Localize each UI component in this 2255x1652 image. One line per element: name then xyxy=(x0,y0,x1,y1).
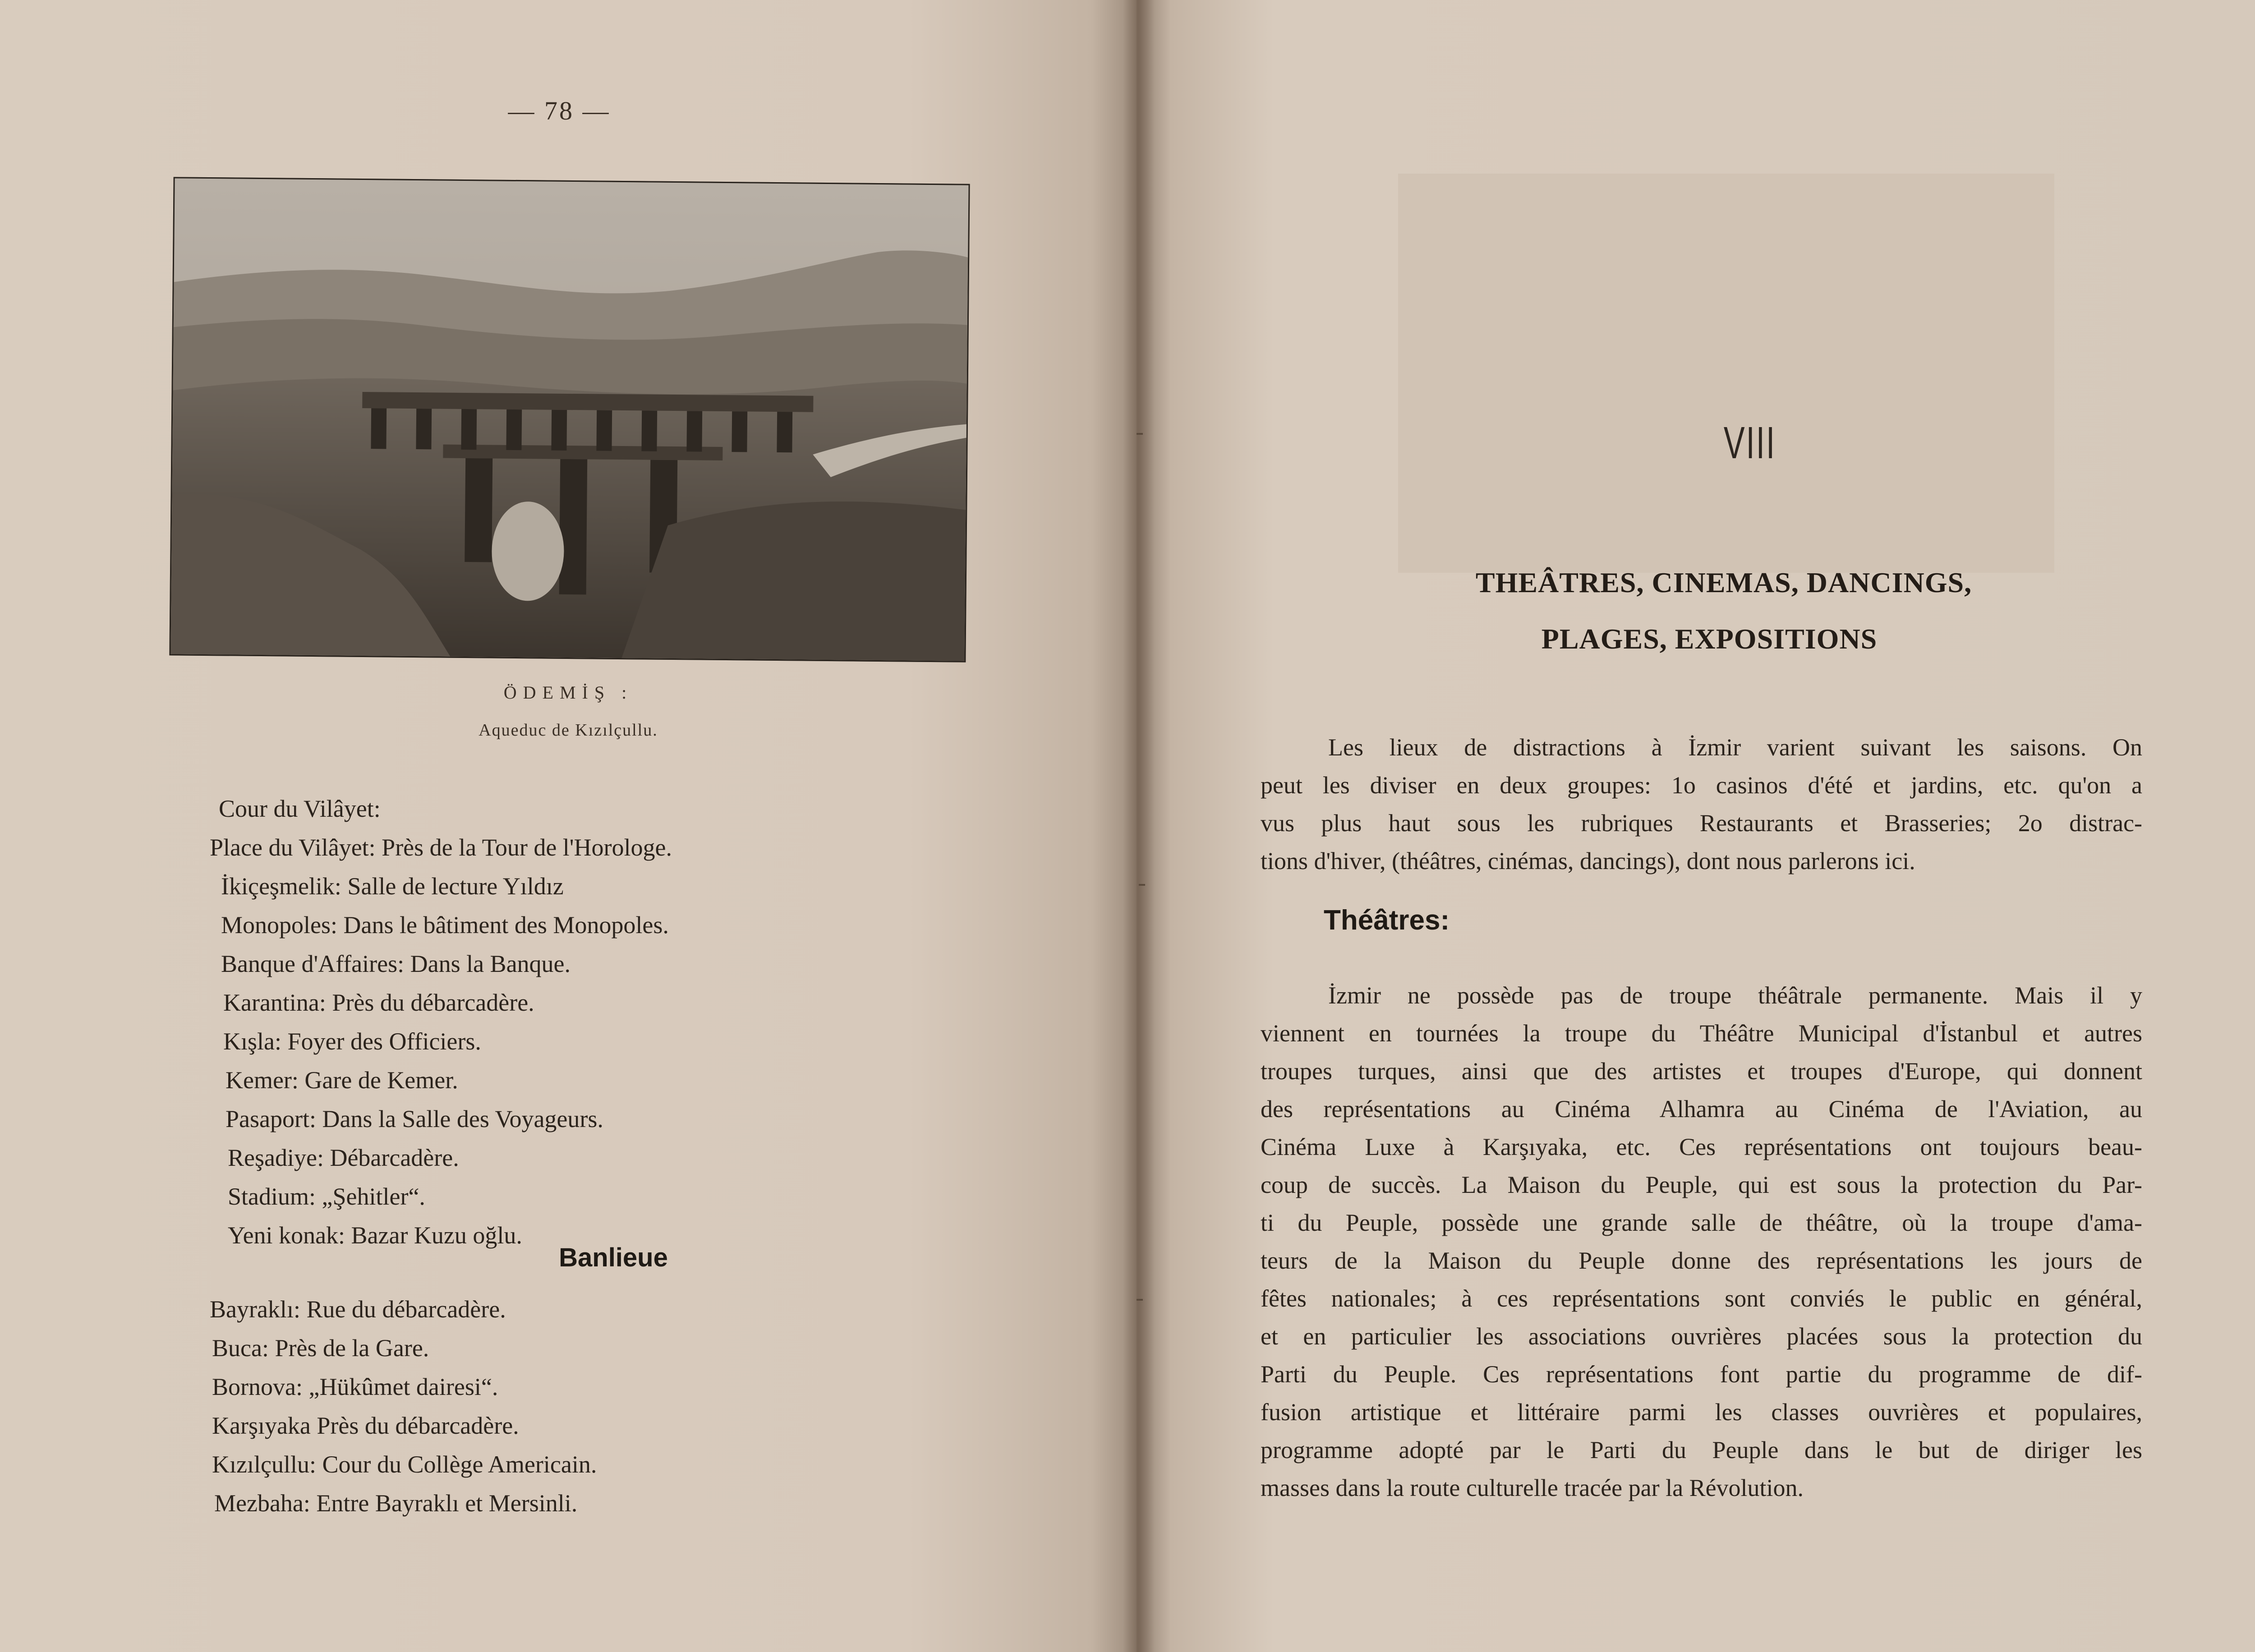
text-line: tions d'hiver, (théâtres, cinémas, dancings), dont nous parlerons ici. xyxy=(1261,847,1915,874)
directory-item: Karantina: Près du débarcadère. xyxy=(223,989,534,1016)
text-line: Les lieux de distractions à İzmir varient suivant les saisons. On xyxy=(1328,734,2142,761)
plate-impression xyxy=(1398,174,2054,573)
binding-mark xyxy=(1137,433,1143,435)
text-line: fusion artistique et littéraire parmi les classes ouvrières et populaires, xyxy=(1261,1399,2142,1426)
aqueduct-photo-illustration xyxy=(170,178,968,661)
banlieue-item: Bayraklı: Rue du débarcadère. xyxy=(210,1296,506,1323)
banlieue-item: Buca: Près de la Gare. xyxy=(212,1334,429,1362)
theatres-heading: Théâtres: xyxy=(1324,905,1450,936)
directory-item: Yeni konak: Bazar Kuzu oğlu. xyxy=(228,1222,522,1249)
banlieue-heading: Banlieue xyxy=(559,1243,668,1272)
text-line: coup de succès. La Maison du Peuple, qui est sous la protection du Par- xyxy=(1261,1171,2142,1198)
page-number: — 78 — xyxy=(508,96,611,125)
text-line: peut les diviser en deux groupes: 1o casinos d'été et jardins, etc. qu'on a xyxy=(1261,772,2142,799)
binding-mark xyxy=(1139,884,1145,886)
banlieue-item: Karşıyaka Près du débarcadère. xyxy=(212,1412,519,1439)
photo-caption-description: Aqueduc de Kızılçullu. xyxy=(479,721,658,740)
text-line: des représentations au Cinéma Alhamra au Cinéma de l'Aviation, au xyxy=(1261,1095,2142,1123)
directory-item: Place du Vilâyet: Près de la Tour de l'Horologe. xyxy=(210,834,672,861)
binding-mark xyxy=(1137,1299,1143,1301)
chapter-title-line-1: THEÂTRES, CINEMAS, DANCINGS, xyxy=(1475,566,1972,598)
text-line: Parti du Peuple. Ces représentations font partie du programme de dif- xyxy=(1261,1361,2142,1388)
photo-caption-place: ÖDEMİŞ : xyxy=(503,682,633,703)
banlieue-item: Bornova: „Hükûmet dairesi“. xyxy=(212,1373,498,1400)
directory-item: Reşadiye: Débarcadère. xyxy=(228,1144,459,1171)
text-line: ti du Peuple, possède une grande salle de théâtre, où la troupe d'ama- xyxy=(1261,1209,2142,1236)
chapter-title-line-2: PLAGES, EXPOSITIONS xyxy=(1541,623,1878,655)
text-line: et en particulier les associations ouvrières placées sous la protection du xyxy=(1261,1323,2142,1350)
text-line: masses dans la route culturelle tracée par la Révolution. xyxy=(1261,1474,1804,1501)
text-line: programme adopté par le Parti du Peuple dans le but de diriger les xyxy=(1261,1436,2142,1463)
directory-item: Pasaport: Dans la Salle des Voyageurs. xyxy=(226,1105,603,1132)
theatres-paragraph xyxy=(1261,976,2142,1507)
chapter-number: VIII xyxy=(1723,418,1776,468)
directory-item: İkiçeşmelik: Salle de lecture Yıldız xyxy=(221,873,564,900)
directory-item: Kemer: Gare de Kemer. xyxy=(226,1067,458,1094)
directory-item: Cour du Vilâyet: xyxy=(219,795,381,822)
text-line: fêtes nationales; à ces représentations sont conviés le public en général, xyxy=(1261,1285,2142,1312)
directory-item: Stadium: „Şehitler“. xyxy=(228,1183,425,1210)
text-line: İzmir ne possède pas de troupe théâtrale permanente. Mais il y xyxy=(1328,982,2142,1009)
banlieue-item: Kızılçullu: Cour du Collège Americain. xyxy=(212,1451,597,1478)
directory-item: Banque d'Affaires: Dans la Banque. xyxy=(221,950,571,977)
text-line: troupes turques, ainsi que des artistes et troupes d'Europe, qui donnent xyxy=(1261,1058,2142,1085)
directory-item: Monopoles: Dans le bâtiment des Monopoles. xyxy=(221,911,669,939)
directory-item: Kışla: Foyer des Officiers. xyxy=(223,1028,481,1055)
text-line: viennent en tournées la troupe du Théâtre Municipal d'İstanbul et autres xyxy=(1261,1020,2142,1047)
text-line: vus plus haut sous les rubriques Restaurants et Brasseries; 2o distrac- xyxy=(1261,810,2142,837)
book-gutter xyxy=(1123,0,1155,1652)
text-line: teurs de la Maison du Peuple donne des représentations les jours de xyxy=(1261,1247,2142,1274)
banlieue-item: Mezbaha: Entre Bayraklı et Mersinli. xyxy=(214,1490,578,1517)
banlieue-list xyxy=(210,1290,1022,1523)
city-directory-list xyxy=(210,789,1022,1255)
intro-paragraph xyxy=(1261,728,2142,880)
aqueduct-photo xyxy=(169,177,970,662)
text-line: Cinéma Luxe à Karşıyaka, etc. Ces représentations ont toujours beau- xyxy=(1261,1133,2142,1160)
